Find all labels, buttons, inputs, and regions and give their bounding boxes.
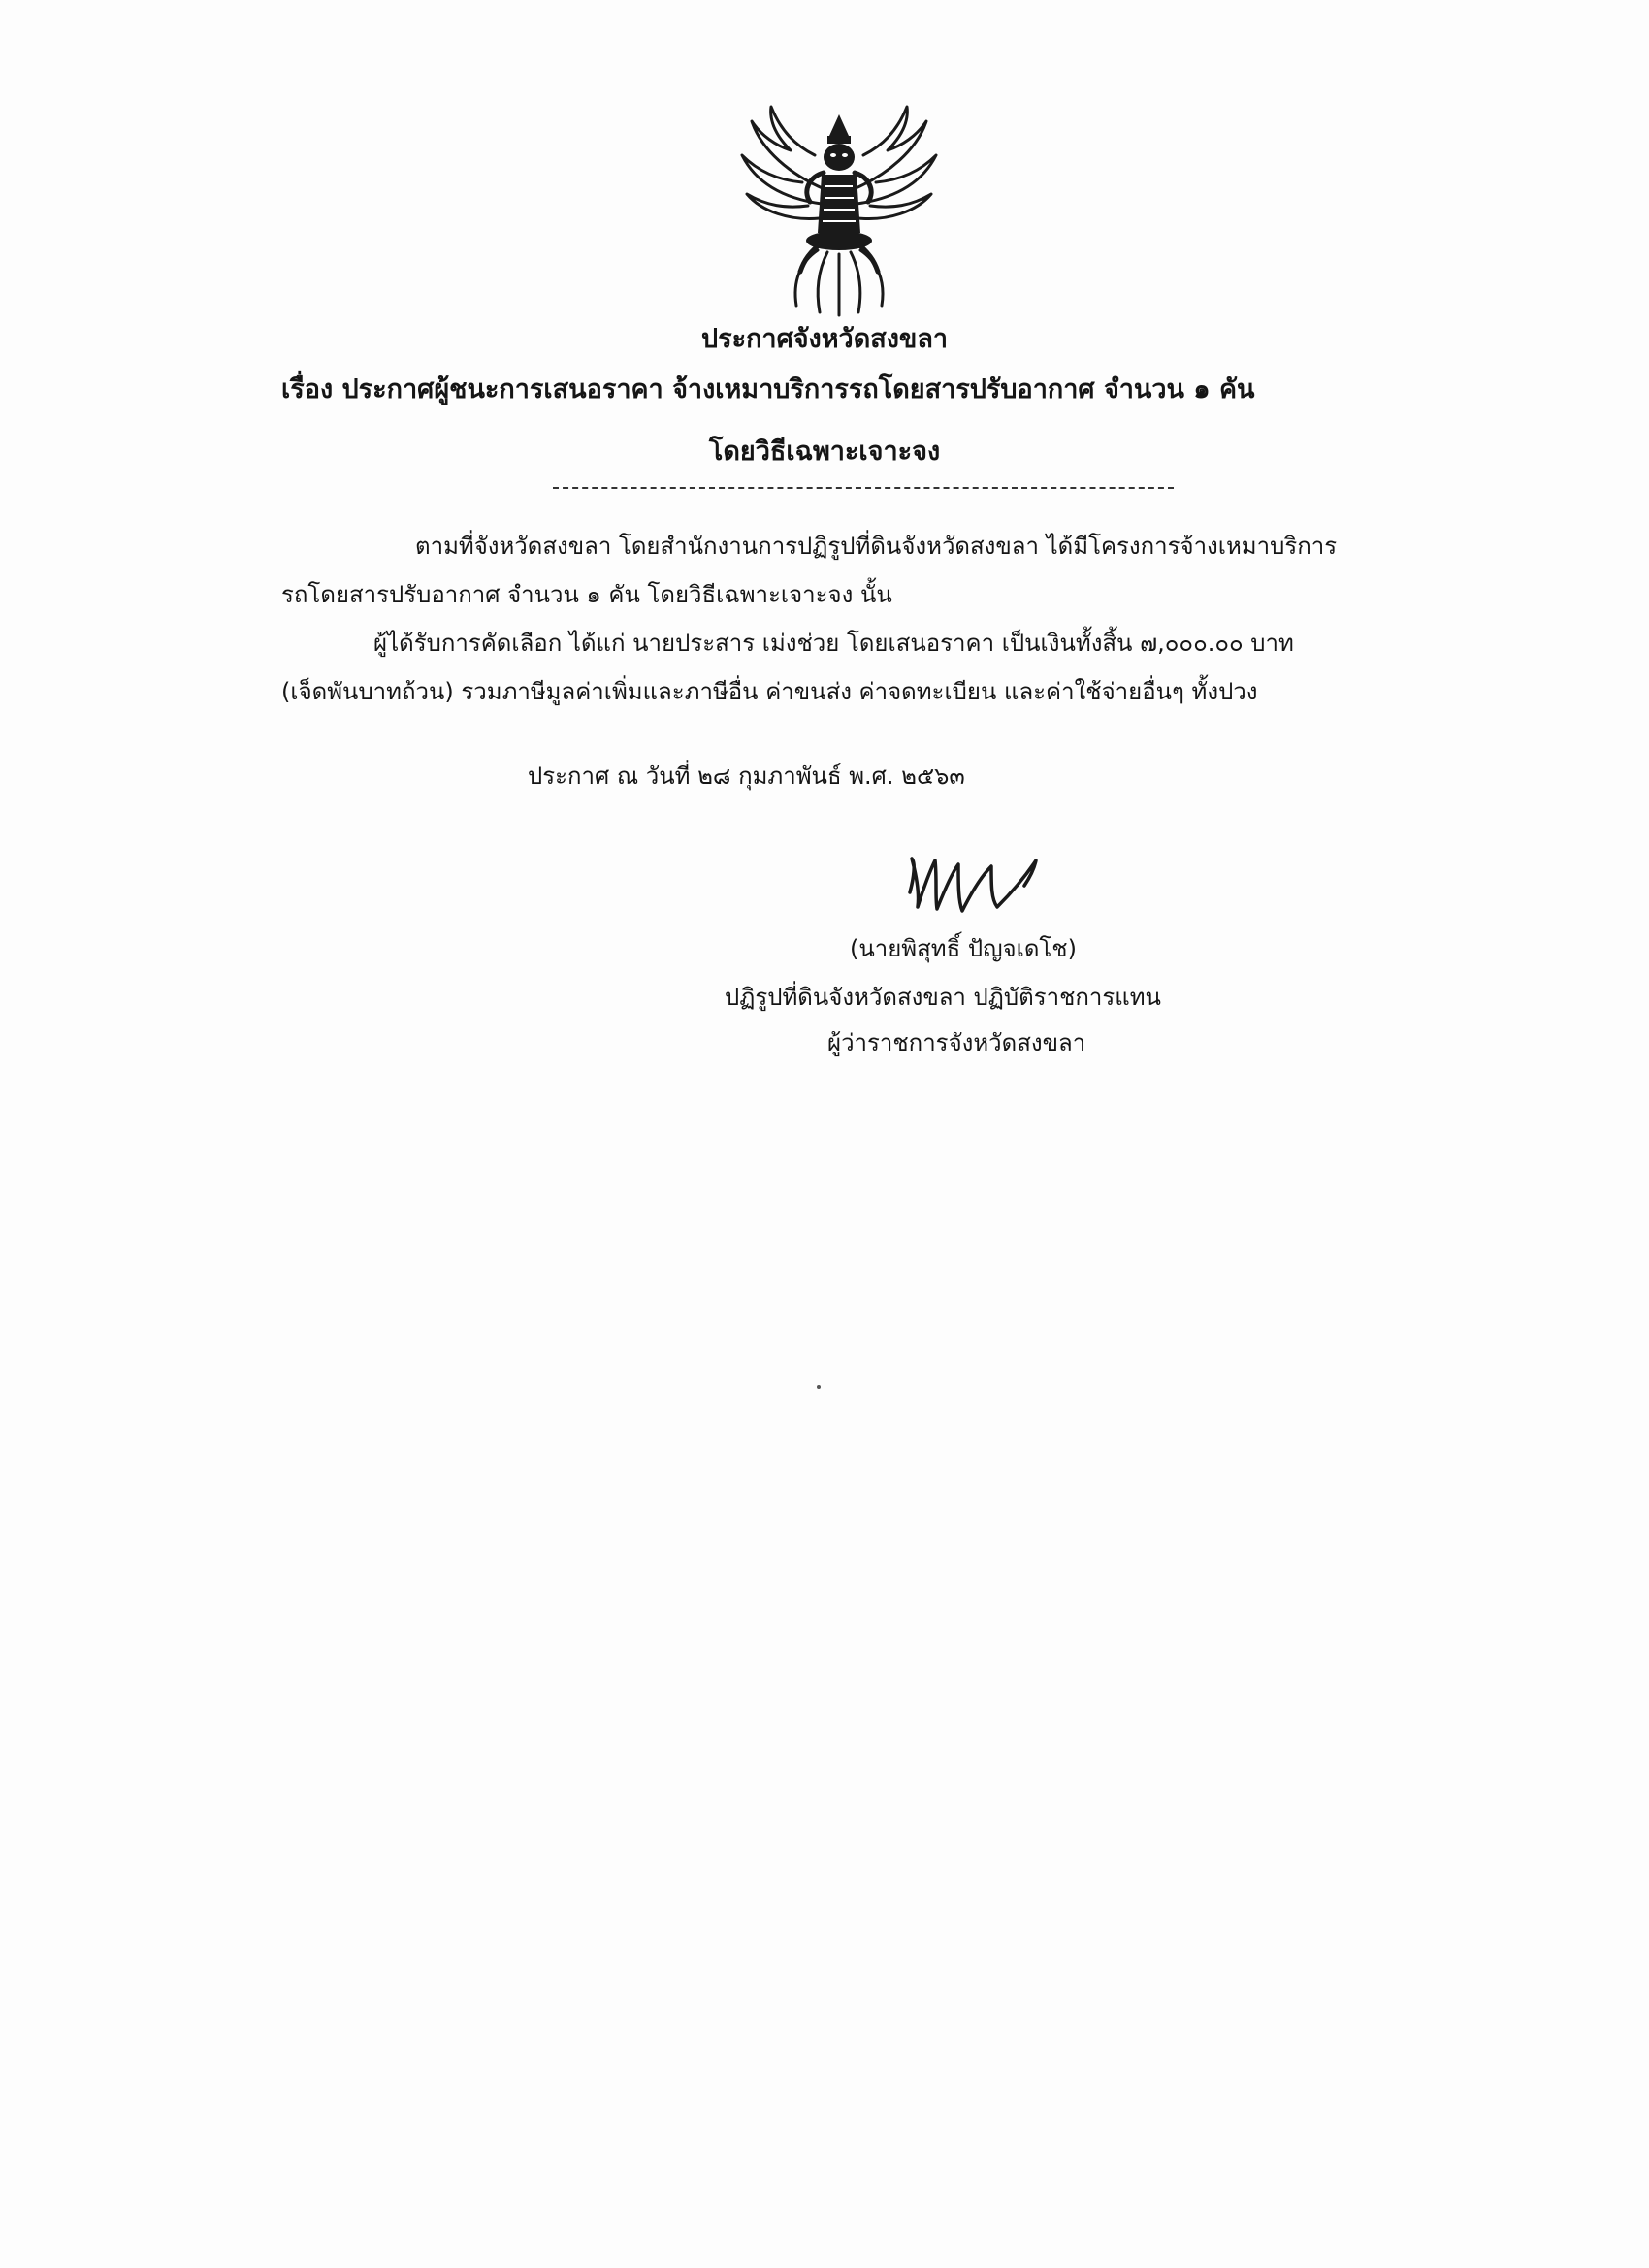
document-title: ประกาศจังหวัดสงขลา [700, 324, 949, 354]
garuda-emblem-icon [732, 97, 946, 320]
body-paragraph-1-line-2: รถโดยสารปรับอากาศ จำนวน ๑ คัน โดยวิธีเฉพาะเจาะจง นั้น [281, 581, 892, 608]
dashed-divider [553, 487, 1174, 489]
body-paragraph-2-line-1: ผู้ได้รับการคัดเลือก ได้แก่ นายประสาร เม่งช่วย โดยเสนอราคา เป็นเงินทั้งสิ้น ๗,๐๐๐.๐๐ บาท [373, 630, 1294, 657]
signatory-position-on-behalf: ผู้ว่าราชการจังหวัดสงขลา [827, 1029, 1086, 1056]
announcement-date: ประกาศ ณ วันที่ ๒๘ กุมภาพันธ์ พ.ศ. ๒๕๖๓ [528, 762, 965, 790]
handwritten-signature [902, 839, 1057, 926]
signatory-position: ปฏิรูปที่ดินจังหวัดสงขลา ปฏิบัติราชการแทน [725, 984, 1161, 1011]
signatory-name: (นายพิสุทธิ์ ปัญจเดโช) [850, 935, 1077, 962]
stray-dot [817, 1385, 821, 1389]
document-subject: เรื่อง ประกาศผู้ชนะการเสนอราคา จ้างเหมาบริการรถโดยสารปรับอากาศ จำนวน ๑ คัน [281, 374, 1255, 405]
body-paragraph-2-line-2: (เจ็ดพันบาทถ้วน) รวมภาษีมูลค่าเพิ่มและภาษีอื่น ค่าขนส่ง ค่าจดทะเบียน และค่าใช้จ่ายอื่นๆ ทั้งปวง [281, 678, 1258, 705]
body-paragraph-1-line-1: ตามที่จังหวัดสงขลา โดยสำนักงานการปฏิรูปที่ดินจังหวัดสงขลา ได้มีโครงการจ้างเหมาบริการ [415, 533, 1338, 560]
procurement-method: โดยวิธีเฉพาะเจาะจง [708, 437, 941, 467]
